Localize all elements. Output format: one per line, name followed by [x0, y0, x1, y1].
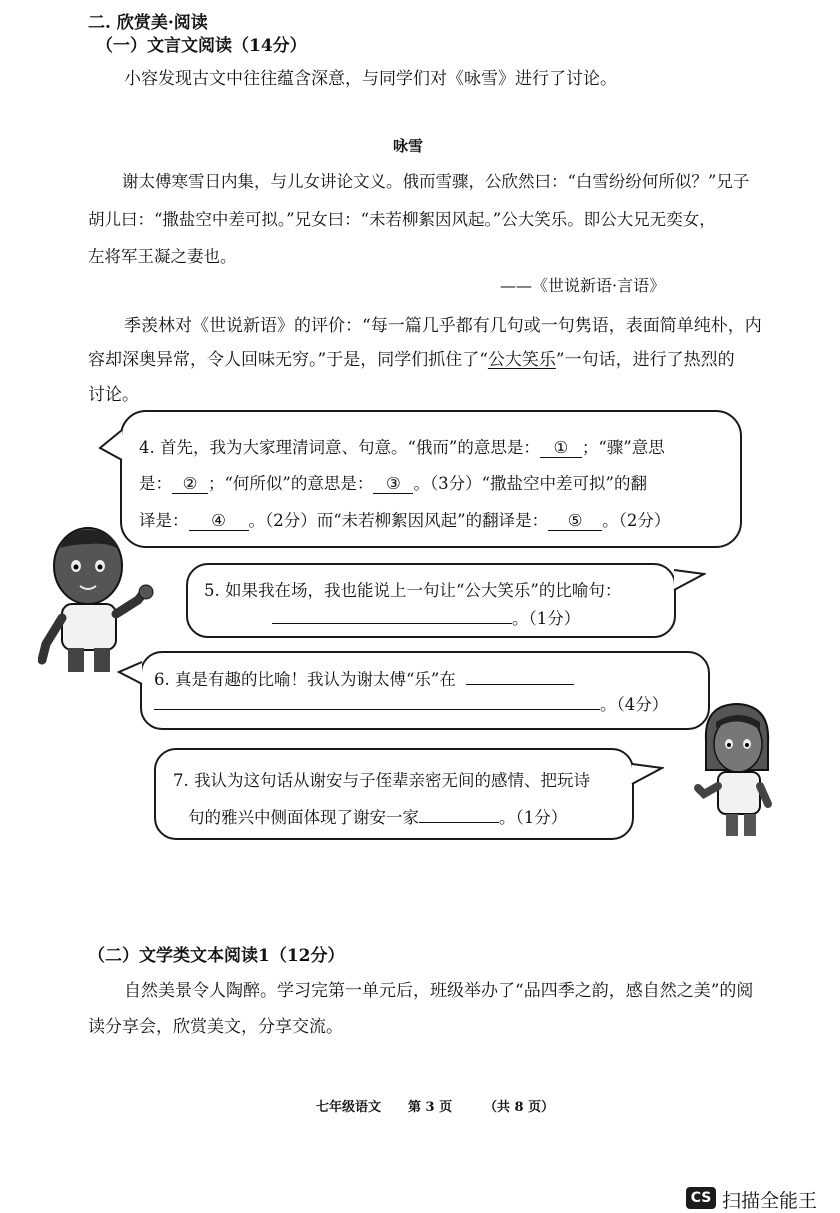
footer-total: （共 8 页） [484, 1100, 555, 1115]
q5-line-2 [272, 605, 580, 629]
part1-intro: 小容发现古文中往往蕴含深意，与同学们对《咏雪》进行了讨论。 [124, 69, 617, 89]
q7-points: 。（1分） [499, 808, 568, 827]
footer-page: 第 3 页 [408, 1100, 453, 1115]
question-4-bubble [120, 410, 742, 548]
underlined-phrase: 公大笑乐 [487, 350, 556, 370]
q6-line-2 [154, 691, 668, 715]
q6-answer-blank-1[interactable] [466, 684, 574, 685]
q4-text-b: ；“骤”意思 [581, 438, 665, 457]
q4-text-a: 4. 首先，我为大家理清词意、句意。“俄而”的意思是： [139, 438, 540, 457]
q4-text-h: 。（2分） [602, 511, 671, 530]
q4-text-e: 。（3分）“撒盐空中差可拟”的翻 [413, 474, 647, 493]
q6-answer-blank-2[interactable] [154, 709, 600, 710]
text-source: ——《世说新语·言语》 [500, 276, 666, 295]
classical-text-line-3: 左将军王凝之妻也。 [88, 247, 237, 266]
q4-blank-4[interactable]: ④ [189, 511, 249, 531]
q6-text: 6. 真是有趣的比喻！我认为谢太傅“乐”在 [154, 670, 456, 689]
part2-line-1: 自然美景令人陶醉。学习完第一单元后，班级举办了“品四季之韵，感自然之美”的阅 [124, 981, 754, 1001]
q4-text-c: 是： [139, 474, 172, 493]
q4-blank-2[interactable]: ② [172, 474, 208, 494]
commentary-line-2-prefix: 容却深奥异常，令人回味无穷。”于是，同学们抓住了“ [88, 350, 488, 370]
part2-heading: （二）文学类文本阅读1（12分） [88, 946, 345, 966]
q7-text: 句的雅兴中侧面体现了谢安一家 [188, 808, 419, 827]
q5-answer-blank[interactable] [272, 623, 512, 624]
q6-points: 。（4分） [600, 695, 669, 714]
watermark-text: 扫描全能王 [722, 1190, 818, 1212]
question-7-bubble [154, 748, 634, 840]
q4-line-2 [139, 470, 647, 494]
part1-heading: （一）文言文阅读（14分） [96, 36, 307, 56]
q7-bubble-tail [630, 760, 664, 790]
classical-text-line-2: 胡儿曰：“撒盐空中差可拟。”兄女曰：“未若柳絮因风起。”公大笑乐。即公大兄无奕女， [88, 210, 716, 229]
q5-points: 。（1分） [512, 609, 581, 628]
commentary-line-2-suffix: ”一句话，进行了热烈的 [555, 350, 735, 370]
q5-bubble-tail [672, 566, 706, 596]
question-6-bubble [140, 651, 710, 730]
q4-line-1 [139, 434, 665, 458]
part2-line-2: 读分享会，欣赏美文，分享交流。 [88, 1017, 343, 1037]
camscanner-logo-icon: CS [686, 1187, 716, 1209]
q4-blank-1[interactable]: ① [540, 438, 582, 458]
q6-line-1 [154, 666, 574, 690]
section-title: 二. 欣赏美·阅读 [88, 13, 208, 33]
q4-blank-5[interactable]: ⑤ [548, 511, 602, 531]
question-5-bubble [186, 563, 676, 638]
q4-text-g: 。（2分）而“未若柳絮因风起”的翻译是： [248, 511, 549, 530]
commentary-line-1: 季羡林对《世说新语》的评价：“每一篇几乎都有几句或一句隽语，表面简单纯朴，内 [124, 316, 762, 336]
poem-title: 咏雪 [393, 137, 424, 155]
q5-line-1: 5. 如果我在场，我也能说上一句让“公大笑乐”的比喻句： [204, 581, 622, 600]
q4-text-d: ；“何所似”的意思是： [208, 474, 374, 493]
classical-text-line-1: 谢太傅寒雪日内集，与儿女讲论文义。俄而雪骤，公欣然曰：“白雪纷纷何所似？”兄子 [122, 172, 750, 191]
q4-text-f: 译是： [139, 511, 189, 530]
q4-blank-3[interactable]: ③ [373, 474, 413, 494]
cartoon-boy-illustration [38, 520, 154, 678]
q4-bubble-tail [98, 428, 124, 464]
q4-line-3 [139, 507, 670, 531]
commentary-line-2 [88, 345, 735, 370]
q7-line-2 [188, 804, 567, 828]
commentary-line-3: 讨论。 [88, 385, 139, 405]
q7-answer-blank[interactable] [419, 822, 499, 823]
footer-subject: 七年级语文 [316, 1100, 382, 1115]
cartoon-girl-illustration [694, 700, 776, 840]
q7-line-1: 7. 我认为这句话从谢安与子侄辈亲密无间的感情、把玩诗 [173, 771, 590, 790]
